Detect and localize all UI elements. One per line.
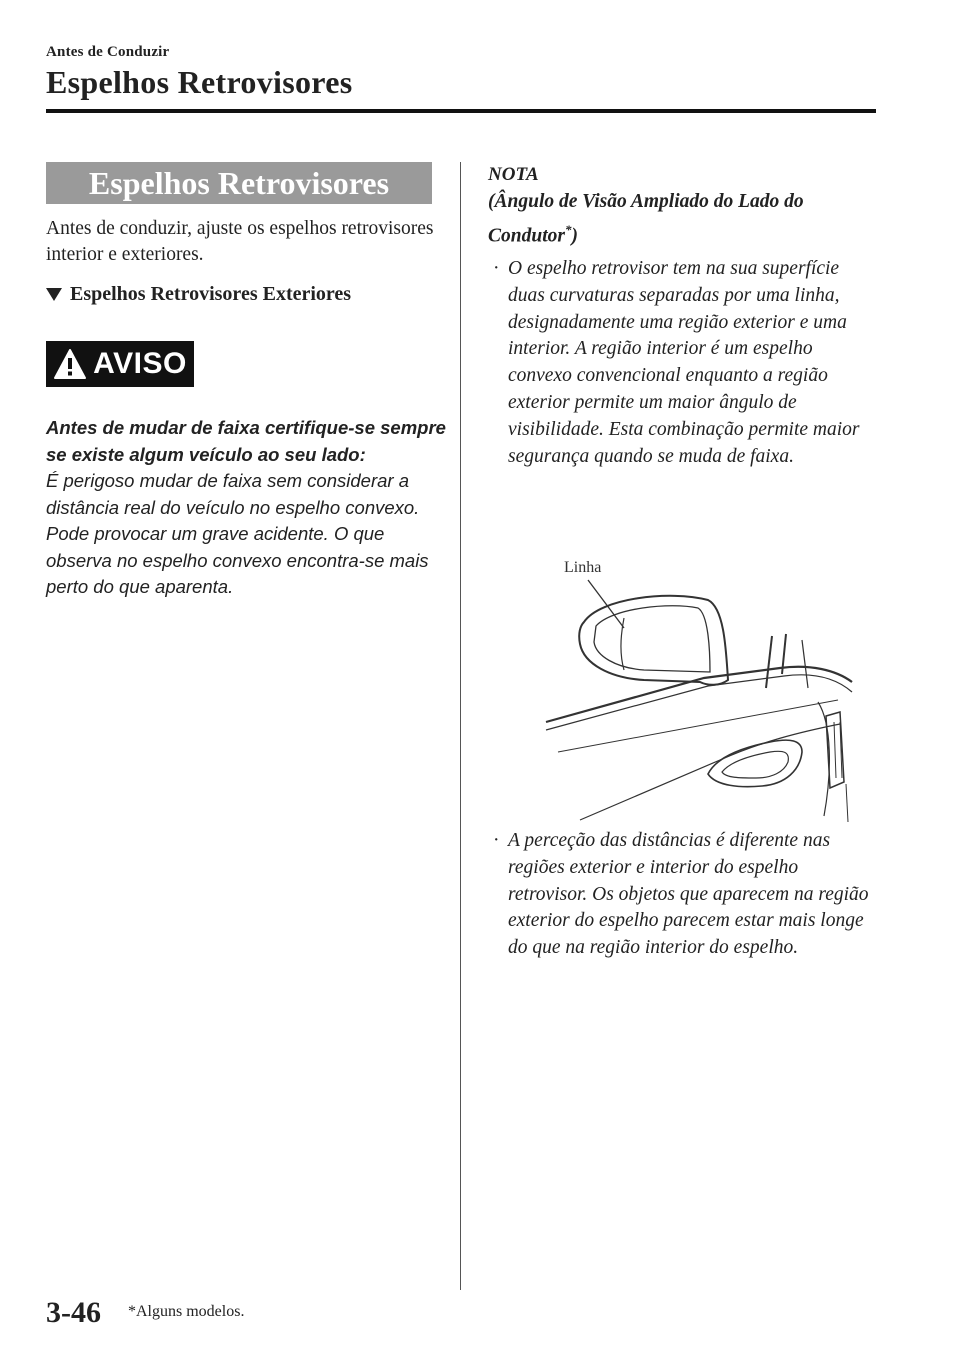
bullet-text: A perceção das distâncias é diferente nas regiões exterior e interior do espelho retrovisor. Os objetos que aparecem na região exterior do espelho parecem estar mais longe do que na região interior do espelho. (508, 830, 869, 959)
subheading-text: Espelhos Retrovisores Exteriores (70, 283, 352, 305)
intro-paragraph: Antes de conduzir, ajuste os espelhos retrovisores interior e exteriores. (46, 218, 434, 265)
chapter-label: Antes de Conduzir (46, 44, 170, 60)
figure-label-line: Linha (564, 559, 602, 576)
footnote-marker: * (564, 222, 572, 237)
mirror-illustration (540, 552, 856, 828)
note-label: NOTA (488, 164, 539, 185)
warning-badge (46, 341, 194, 387)
section-title-banner: Espelhos Retrovisores (46, 162, 432, 204)
footnote: *Alguns modelos. (128, 1303, 245, 1320)
bullet-text: O espelho retrovisor tem na sua superfície duas curvaturas separadas por uma linha, designadamente uma região exterior e uma interior. A região interior é um espelho convexo convencional enquanto a região exterior permite um maior ângulo de visibilidade. Esta combinação permite maior segurança quando se muda de faixa. (508, 258, 860, 467)
warning-label: AVISO (93, 347, 187, 380)
list-item (493, 256, 878, 470)
bullet-dot: · (493, 830, 500, 851)
warning-title: Antes de mudar de faixa certifique-se sempre se existe algum veículo ao seu lado: (46, 417, 446, 465)
header-rule (46, 109, 876, 113)
triangle-down-icon (46, 288, 62, 301)
note-title (488, 188, 878, 251)
note-title-text: (Ângulo de Visão Ampliado do Lado do Condutor (488, 191, 804, 247)
page-title: Espelhos Retrovisores (46, 64, 353, 100)
bullet-dot: · (493, 258, 500, 279)
warning-body: É perigoso mudar de faixa sem considerar a distância real do veículo no espelho convexo. Pode provocar um grave acidente. O que observa no espelho convexo encontra-se mais perto do que aparenta. (46, 470, 429, 597)
note-title-end: ) (571, 225, 578, 247)
page-number: 3-46 (46, 1296, 101, 1329)
list-item (493, 828, 878, 962)
column-divider (460, 162, 461, 1290)
subheading (46, 283, 351, 306)
warning-triangle-icon (53, 348, 87, 380)
